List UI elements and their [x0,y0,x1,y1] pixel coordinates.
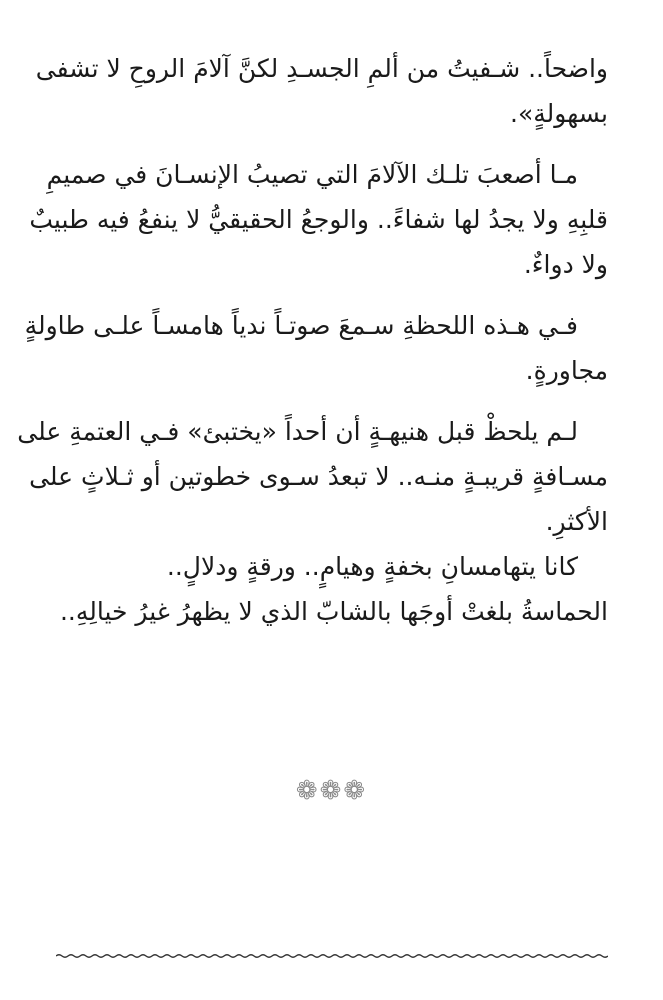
text-line: مسـافةٍ قريبـةٍ منـه.. لا تبعدُ سـوى خطوتين أو ثـلاثٍ على [29,462,608,491]
text-line: قلبِهِ ولا يجدُ لها شفاءً.. والوجعُ الحقيقيُّ لا ينفعُ فيه طبيبٌ [29,205,608,234]
section-break-ornament: ❁❁❁ [295,776,368,806]
text-line: كانا يتهامسانِ بخفةٍ وهيامٍ.. ورقةٍ ودلالٍ.. [166,552,578,581]
text-line: فـي هـذه اللحظةِ سـمعَ صوتـاً ندياً هامسـاً علـى طاولةٍ [24,311,578,340]
text-line: واضحاً.. شـفيتُ من ألمِ الجسـدِ لكنَّ آلامَ الروحِ لا تشفى [35,54,608,83]
text-line: لـم يلحظْ قبل هنيهـةٍ أن أحداً «يختبئ» فـي العتمةِ على [17,417,578,446]
text-line: مجاورةٍ. [525,356,608,385]
text-line: ولا دواءٌ. [523,250,608,279]
text-line: الحماسةُ بلغتْ أوجَها بالشابّ الذي لا يظهرُ غيرُ خيالِهِ.. [59,597,608,626]
body-text [17,46,608,634]
text-line: مـا أصعبَ تلـك الآلامَ التي تصيبُ الإنسـانَ في صميمِ [46,160,578,189]
text-line: بسهولةٍ». [510,99,608,128]
wavy-rule-divider [56,950,608,962]
text-line: الأكثرِ. [545,507,608,536]
